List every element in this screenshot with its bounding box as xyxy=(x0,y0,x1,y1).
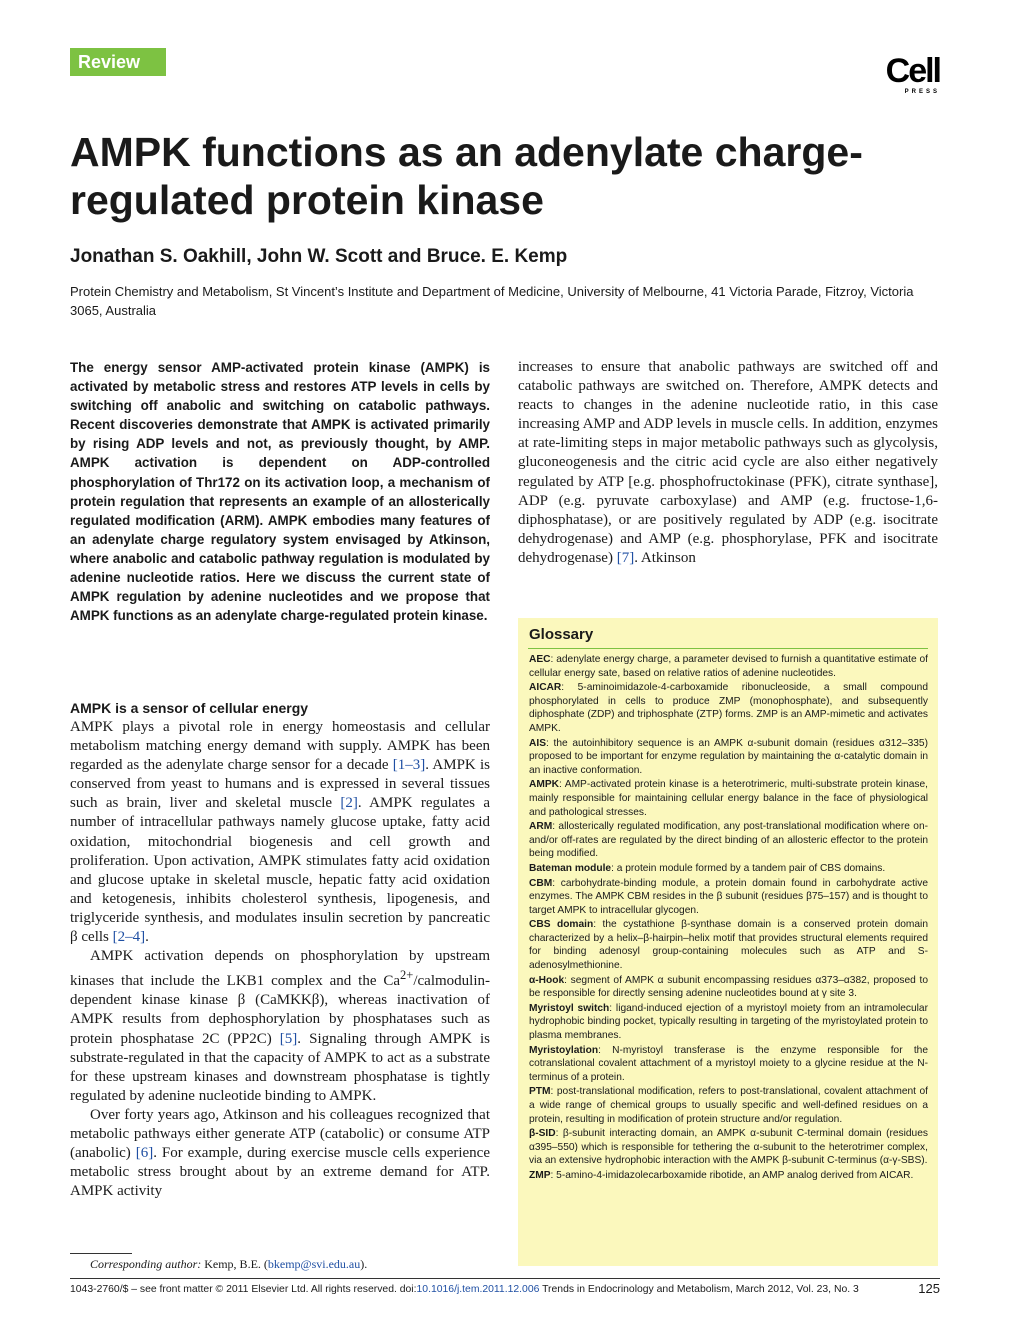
paragraph-3: Over forty years ago, Atkinson and his colleagues recognized that metabolic pathways either generate ATP (catabolic) or consume ATP (anabolic) [6]. For example, during exercise muscle cells experience metabolic stress brought about by an extreme demand for ATP. AMPK activity xyxy=(70,1106,490,1200)
glossary-term: AIS xyxy=(529,737,546,749)
body-right-column xyxy=(518,358,938,568)
citation-link[interactable]: [2] xyxy=(340,795,358,812)
glossary-term: PTM xyxy=(529,1086,551,1098)
glossary-entry xyxy=(529,974,928,1001)
glossary-term: Bateman module xyxy=(529,862,612,874)
glossary-definition: : the autoinhibitory sequence is an AMPK α-subunit domain (residues α312–335) proposed to be important for enzyme regulation by maintaining the α-catalytic domain in an inactive conformation. xyxy=(529,737,928,776)
citation-link[interactable]: [2–4] xyxy=(112,929,146,946)
citation-link[interactable]: [1–3] xyxy=(392,757,426,774)
glossary-term: ZMP xyxy=(529,1169,551,1181)
glossary-definition: : AMP-activated protein kinase is a heterotrimeric, multi-substrate protein kinase, mainly responsible for maintaining cellular energy balance in the face of physiological and pathological stresses. xyxy=(529,779,928,818)
glossary-definition: : ligand-induced ejection of a myristoyl moiety from an intramolecular hydrophobic binding pocket, typically resulting in targeting of the myristoylated protein to plasma membranes. xyxy=(529,1002,928,1042)
glossary-definition: : adenylate energy charge, a parameter devised to furnish a quantitative estimate of cellular energy sate, based on relative ratios of adenine nucleotides. xyxy=(529,654,928,679)
paragraph-2: AMPK activation depends on phosphorylation by upstream kinases that include the LKB1 complex and the $Ca^{2+}/calmodulin$-dependent kinase kinase β (CaMKKβ), whereas inactivation of AMPK results from dephosphorylation by phosphatases such as protein phosphatase 2C (PP2C) [5]. Signaling through AMPK is substrate-regulated in that the capacity of AMPK to act as a substrate for these upstream kinases and downstream phosphatase is tightly regulated by adenine nucleotide binding to AMPK. xyxy=(70,948,490,1104)
glossary-list xyxy=(518,649,938,1183)
glossary-definition: : a protein module formed by a tandem pair of CBS domains. xyxy=(611,862,886,874)
glossary-entry xyxy=(529,1169,928,1183)
glossary-entry xyxy=(529,877,928,918)
glossary-definition: : N-myristoyl transferase is the enzyme responsible for the cotranslational covalent attachment of a myristoyl moiety to a glycine residue at the N-terminus of a protein. xyxy=(529,1044,928,1083)
glossary-entry xyxy=(529,653,928,680)
logo-main-text: Cell xyxy=(885,52,940,90)
glossary-entry xyxy=(529,737,928,778)
author-list: Jonathan S. Oakhill, John W. Scott and Bruce. E. Kemp xyxy=(70,246,568,267)
article-title: AMPK functions as an adenylate charge-regulated protein kinase xyxy=(70,129,863,223)
glossary-title: Glossary xyxy=(529,626,594,643)
review-badge: Review xyxy=(70,48,166,76)
citation-link[interactable]: [7] xyxy=(616,549,635,566)
glossary-definition: : the cystathione β-synthase domain is a conserved protein domain characterized by a helix–β-hairpin–helix motif that provides structural elements required for binding adenosyl group-containing molecules such as ATP and S-adenosylmethionine. xyxy=(529,919,928,972)
glossary-term: Myristoyl switch xyxy=(529,1002,610,1014)
doi-link[interactable]: 10.1016/j.tem.2011.12.006 xyxy=(416,1284,540,1295)
affiliation: Protein Chemistry and Metabolism, St Vincent’s Institute and Department of Medicine, University of Melbourne, 41 Victoria Parade, Fitzroy, Victoria 3065, Australia xyxy=(70,284,914,318)
citation-link[interactable]: [5] xyxy=(279,1030,298,1047)
paragraph-continued: increases to ensure that anabolic pathways are switched off and catabolic pathways are switched on. Therefore, AMPK detects and reacts to changes in the adenine nucleotide ratio, in this case increasing AMP and ADP levels in muscle cells. In addition, enzymes at rate-limiting steps in major metabolic pathways such as glycolysis, gluconeogenesis and the citric acid cycle are also either negatively regulated by ATP [e.g. phosphofructokinase (PFK), citrate synthase], ADP (e.g. pyruvate carboxylase) and AMP (e.g. fructose-1,6-diphosphatase), or are positively regulated by ADP (e.g. isocitrate dehydrogenase) and AMP (e.g. phosphorylase, PFK and isocitrate dehydrogenase) [7]. Atkinson xyxy=(518,359,938,566)
abstract: The energy sensor AMP-activated protein kinase (AMPK) is activated by metabolic stress and restores ATP levels in cells by switching off anabolic and switching on catabolic pathways. Recent discoveries demonstrate that AMPK is activated primarily by rising ADP levels and not, as previously thought, by AMP. AMPK activation is dependent on ADP-controlled phosphorylation of Thr172 on its activation loop, a mechanism of protein regulation that represents an example of an allosterically regulated modification (ARM). AMPK embodies many features of an adenylate charge regulatory system envisaged by Atkinson, where anabolic and catabolic pathway regulation is modulated by adenine nucleotide ratios. Here we discuss the current state of AMPK regulation by adenine nucleotides and we propose that AMPK functions as an adenylate charge-regulated protein kinase. xyxy=(70,360,490,624)
glossary-entry xyxy=(529,681,928,735)
glossary-entry xyxy=(529,862,928,876)
glossary-definition: : 5-amino-4-imidazolecarboxamide ribotide, an AMP analog derived from AICAR. xyxy=(550,1169,914,1181)
glossary-definition: : β-subunit interacting domain, an AMPK α-subunit C-terminal domain (residues α395–550) which is responsible for tethering the α-subunit to the heterotrimer complex, via an extensive hydrophobic interaction with the AMPK β-subunit C-terminus (α-γ-SBS). xyxy=(529,1128,928,1167)
glossary-term: AICAR xyxy=(529,682,562,694)
section-heading: AMPK is a sensor of cellular energy xyxy=(70,700,309,716)
publication-info: 1043-2760/$ – see front matter © 2011 Elsevier Ltd. All rights reserved. doi:10.1016/j.tem.2011.12.006 Trends in Endocrinology and Metabolism, March 2012, Vol. 23, No. 3 xyxy=(70,1284,859,1295)
corresponding-author-note: Corresponding author: Kemp, B.E. (bkemp@svi.edu.au). xyxy=(90,1257,368,1271)
body-left-column xyxy=(70,718,490,1201)
footnote-divider xyxy=(70,1253,132,1254)
glossary-term: AEC xyxy=(529,654,551,665)
glossary-term: α-Hook xyxy=(529,974,565,986)
glossary-term: Myristoylation xyxy=(529,1044,599,1056)
glossary-entry xyxy=(529,918,928,972)
cell-press-logo xyxy=(874,54,940,96)
glossary-entry xyxy=(529,820,928,861)
glossary-term: CBM xyxy=(529,877,553,889)
logo-sub-text: PRESS xyxy=(904,89,940,95)
glossary-entry xyxy=(529,778,928,819)
glossary-entry xyxy=(529,1044,928,1085)
glossary-definition: : allosterically regulated modification, any post-translational modification where on- and/or off-rates are regulated by the direct binding of an allosteric effector to the protein being modified. xyxy=(529,821,928,860)
glossary-definition: : post-translational modification, refers to post-translational, covalent attachment of a wide range of chemical groups to usually specific and well-defined residues on a protein, resulting in modification of protein structure and/or regulation. xyxy=(529,1086,928,1125)
glossary-entry xyxy=(529,1002,928,1043)
glossary-box xyxy=(518,618,938,1266)
glossary-entry xyxy=(529,1127,928,1168)
glossary-term: AMPK xyxy=(529,779,559,791)
footer-divider xyxy=(70,1278,940,1279)
glossary-definition: : carbohydrate-binding module, a protein domain found in carbohydrate active enzymes. The AMPK CBM resides in the β subunit (residues β75–157) and is thought to target AMPK to intracellular glycogen. xyxy=(529,877,928,916)
paragraph-1: AMPK plays a pivotal role in energy homeostasis and cellular metabolism matching energy demand with supply. AMPK has been regarded as the adenylate charge sensor for a decade [1–3]. AMPK is conserved from yeast to humans and is expressed in several tissues such as brain, liver and skeletal muscle [2]. AMPK regulates a number of intracellular pathways namely glucose uptake, fatty acid oxidation, mitochondrial biogenesis and cell growth and proliferation. Upon activation, AMPK stimulates fatty acid oxidation and glucose uptake in skeletal muscle, hepatic fatty acid oxidation and ketogenesis, inhibits cholesterol synthesis, lipogenesis, and triglyceride synthesis, and modulates insulin secretion by pancreatic β cells [2–4]. xyxy=(70,719,490,946)
glossary-definition: : 5-aminoimidazole-4-carboxamide ribonucleoside, a small compound phosphorylated in cells to produce ZMP (monophosphate), and subsequently diphosphate (ZDP) and triphosphate (ZTP) forms. ZMP is an AMP-mimetic and activates AMPK. xyxy=(529,682,928,734)
glossary-term: ARM xyxy=(529,821,553,833)
glossary-term: β-SID xyxy=(529,1128,556,1140)
glossary-term: CBS domain xyxy=(529,919,594,931)
email-link[interactable]: bkemp@svi.edu.au xyxy=(267,1257,361,1271)
page-number: 125 xyxy=(918,1281,940,1296)
citation-link[interactable]: [6] xyxy=(135,1145,154,1162)
glossary-entry xyxy=(529,1085,928,1126)
glossary-definition: : segment of AMPK α subunit encompassing residues α373–α382, proposed to be responsible for directly sensing adenine nucleotides bound at γ site 3. xyxy=(529,974,928,1000)
